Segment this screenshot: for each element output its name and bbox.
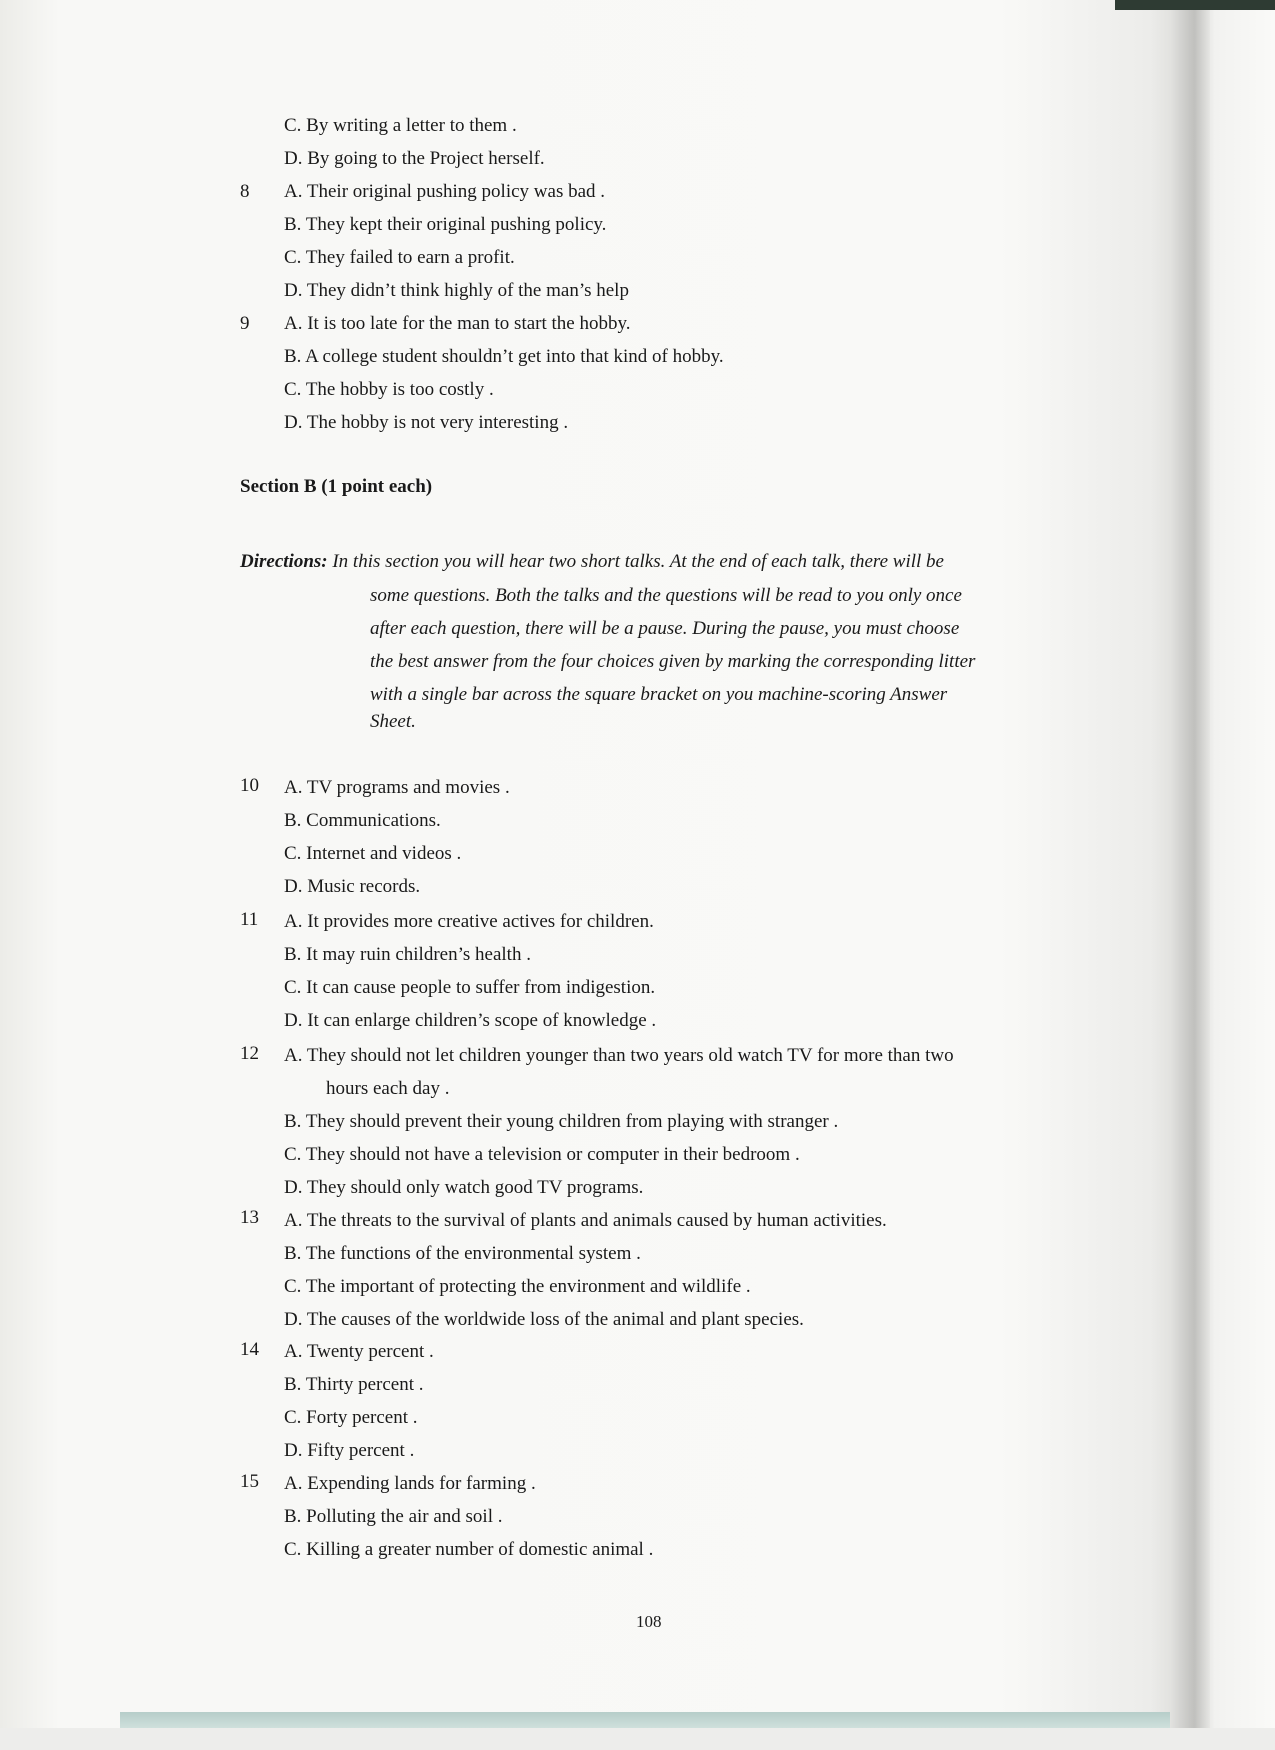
q14-option-a: A. Twenty percent . <box>284 1341 434 1362</box>
q11-option-a: A. It provides more creative actives for children. <box>284 911 654 932</box>
q7-option-c: C. By writing a letter to them . <box>284 115 517 136</box>
q9-option-b: B. A college student shouldn’t get into that kind of hobby. <box>284 346 724 367</box>
directions-label: Directions: <box>240 551 328 572</box>
question-number: 8 <box>240 181 250 202</box>
page-number: 108 <box>636 1612 662 1631</box>
question-number: 9 <box>240 313 250 334</box>
q14-option-b: B. Thirty percent . <box>284 1374 424 1395</box>
q7-option-d: D. By going to the Project herself. <box>284 148 545 169</box>
q12-option-c: C. They should not have a television or computer in their bedroom . <box>284 1144 800 1165</box>
directions-text: In this section you will hear two short talks. At the end of each talk, there will be <box>332 551 944 572</box>
q13-option-b: B. The functions of the environmental system . <box>284 1243 641 1264</box>
q9-option-d: D. The hobby is not very interesting . <box>284 412 569 433</box>
q11-option-c: C. It can cause people to suffer from indigestion. <box>284 977 656 998</box>
q12-option-d: D. They should only watch good TV programs. <box>284 1177 644 1198</box>
directions-line-1 <box>240 550 944 574</box>
directions-line-5: with a single bar across the square bracket on you machine-scoring Answer <box>370 684 948 705</box>
q11-option-d: D. It can enlarge children’s scope of knowledge . <box>284 1010 657 1031</box>
q14-option-d: D. Fifty percent . <box>284 1440 415 1461</box>
question-number: 13 <box>240 1207 259 1228</box>
q14-option-c: C. Forty percent . <box>284 1407 418 1428</box>
q13-option-a: A. The threats to the survival of plants and animals caused by human activities. <box>284 1210 887 1231</box>
q11-option-b: B. It may ruin children’s health . <box>284 944 531 965</box>
q8-option-c: C. They failed to earn a profit. <box>284 247 515 268</box>
directions-line-2: some questions. Both the talks and the questions will be read to you only once <box>370 585 962 606</box>
scan-margin <box>0 1728 1275 1750</box>
q15-option-b: B. Polluting the air and soil . <box>284 1506 503 1527</box>
question-number: 14 <box>240 1339 259 1360</box>
q10-option-a: A. TV programs and movies . <box>284 777 510 798</box>
question-number: 11 <box>240 909 259 930</box>
q8-option-b: B. They kept their original pushing policy. <box>284 214 607 235</box>
q8-option-a: A. Their original pushing policy was bad . <box>284 181 606 202</box>
q13-option-c: C. The important of protecting the environment and wildlife . <box>284 1276 751 1297</box>
q12-option-a-cont: hours each day . <box>326 1078 450 1099</box>
q15-option-a: A. Expending lands for farming . <box>284 1473 536 1494</box>
q10-option-b: B. Communications. <box>284 810 441 831</box>
q12-option-b: B. They should prevent their young children from playing with stranger . <box>284 1111 839 1132</box>
question-number: 10 <box>240 775 259 796</box>
q12-option-a: A. They should not let children younger than two years old watch TV for more than two <box>284 1045 954 1066</box>
bottom-page-edge <box>120 1712 1170 1728</box>
q10-option-c: C. Internet and videos . <box>284 843 462 864</box>
q15-option-c: C. Killing a greater number of domestic animal . <box>284 1539 654 1560</box>
q8-option-d: D. They didn’t think highly of the man’s help <box>284 280 629 301</box>
directions-line-3: after each question, there will be a pause. During the pause, you must choose <box>370 618 960 639</box>
q13-option-d: D. The causes of the worldwide loss of the animal and plant species. <box>284 1309 804 1330</box>
question-number: 15 <box>240 1471 259 1492</box>
q9-option-c: C. The hobby is too costly . <box>284 379 494 400</box>
section-b-title: Section B (1 point each) <box>240 476 433 497</box>
q9-option-a: A. It is too late for the man to start the hobby. <box>284 313 631 334</box>
q10-option-d: D. Music records. <box>284 876 421 897</box>
directions-line-4: the best answer from the four choices given by marking the corresponding litter <box>370 651 976 672</box>
directions-line-6: Sheet. <box>370 711 416 732</box>
book-gutter-shadow <box>1170 0 1210 1750</box>
top-edge <box>1115 0 1275 10</box>
question-number: 12 <box>240 1043 259 1064</box>
